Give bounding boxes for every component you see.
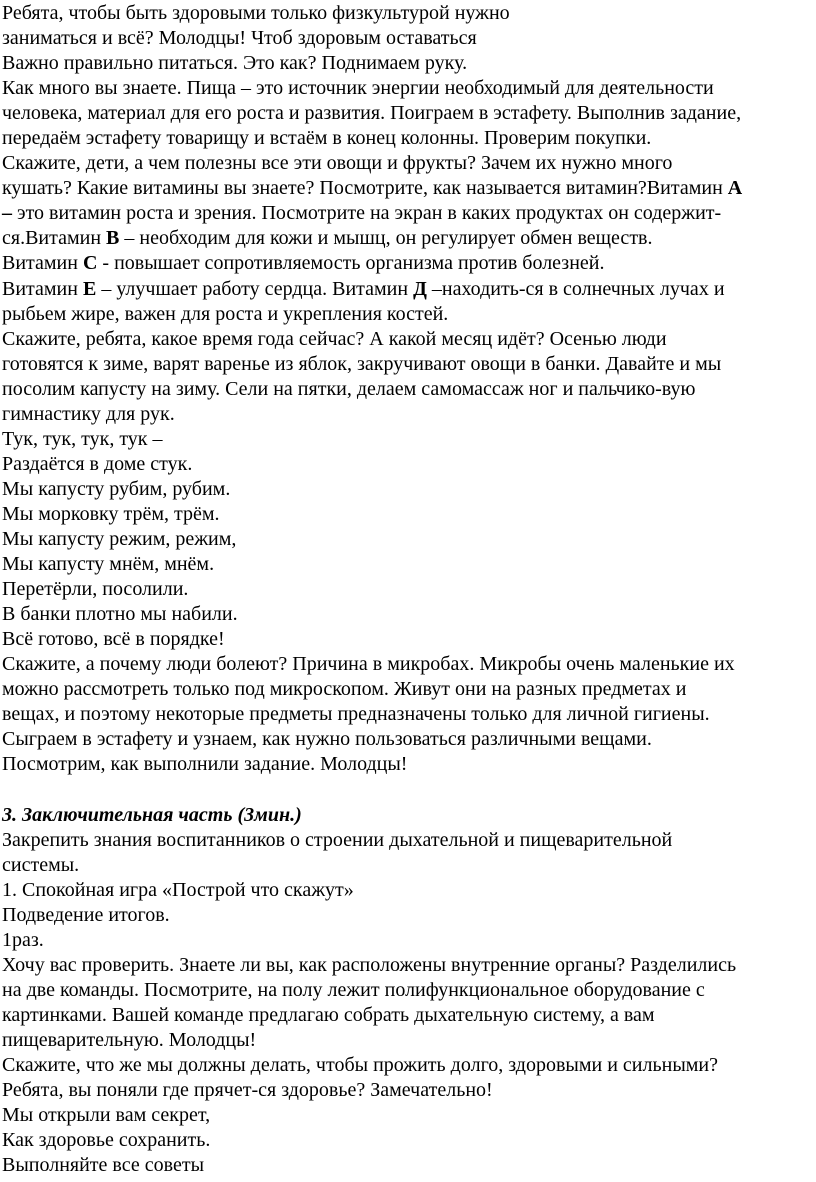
text-segment: можно рассмотреть только под микроскопом. Живут они на разных предметах и bbox=[2, 678, 687, 701]
text-segment: 1. Спокойная игра «Построй что скажут» bbox=[2, 878, 354, 901]
text-line bbox=[2, 953, 816, 978]
text-segment: заниматься и всё? Молодцы! Чтоб здоровым оставаться bbox=[2, 27, 477, 50]
text-segment: посолим капусту на зиму. Сели на пятки, делаем самомассаж ног и пальчико-вую bbox=[2, 377, 696, 400]
text-line bbox=[2, 1153, 816, 1178]
line-content bbox=[2, 427, 163, 452]
line-content bbox=[2, 803, 302, 828]
line-content bbox=[2, 502, 220, 527]
line-content bbox=[2, 903, 170, 928]
text-line bbox=[2, 251, 816, 276]
text-line bbox=[2, 527, 816, 552]
text-segment: Скажите, что же мы должны делать, чтобы прожить долго, здоровыми и сильными? bbox=[2, 1053, 718, 1076]
text-line bbox=[2, 101, 816, 126]
bold-text: – bbox=[2, 202, 12, 225]
line-content bbox=[2, 352, 721, 377]
line-content bbox=[2, 302, 448, 327]
line-content bbox=[2, 277, 725, 302]
text-segment: Мы капусту рубим, рубим. bbox=[2, 477, 231, 500]
text-segment: Как много вы знаете. Пища – это источник энергии необходимый для деятельности bbox=[2, 77, 714, 100]
bold-text: В bbox=[106, 227, 120, 250]
text-line bbox=[2, 853, 816, 878]
line-content bbox=[2, 878, 354, 903]
text-segment: картинками. Вашей команде предлагаю собрать дыхательную систему, а вам bbox=[2, 1003, 655, 1026]
bold-text: Д bbox=[413, 277, 427, 300]
text-line bbox=[2, 978, 816, 1003]
text-line bbox=[2, 878, 816, 903]
text-line bbox=[2, 151, 816, 176]
line-content bbox=[2, 51, 467, 76]
text-line bbox=[2, 552, 816, 577]
line-content bbox=[2, 978, 705, 1003]
text-line bbox=[2, 502, 816, 527]
text-line bbox=[2, 377, 816, 402]
text-line bbox=[2, 652, 816, 677]
line-content bbox=[2, 1128, 210, 1153]
line-content bbox=[2, 602, 238, 627]
text-segment: Как здоровье сохранить. bbox=[2, 1129, 211, 1152]
text-segment: Тук, тук, тук, тук – bbox=[2, 427, 163, 450]
line-content bbox=[2, 1, 510, 26]
line-content bbox=[2, 251, 604, 276]
line-content bbox=[2, 953, 736, 978]
text-line bbox=[2, 752, 816, 777]
text-segment: гимнастику для рук. bbox=[2, 402, 175, 425]
text-line bbox=[2, 727, 816, 752]
text-segment: Мы открыли вам секрет, bbox=[2, 1104, 211, 1127]
text-segment: кушать? Какие витамины вы знаете? Посмотрите, как называется витамин?Витамин bbox=[2, 177, 728, 200]
text-segment: готовятся к зиме, варят варенье из яблок, закручивают овощи в банки. Давайте и мы bbox=[2, 352, 722, 375]
text-line bbox=[2, 226, 816, 251]
section-heading bbox=[2, 803, 816, 828]
text-segment: Витамин bbox=[2, 277, 83, 300]
text-segment: Раздаётся в доме стук. bbox=[2, 452, 193, 475]
text-segment: Сыграем в эстафету и узнаем, как нужно пользоваться различными вещами. bbox=[2, 728, 652, 751]
text-segment: –находить-ся в солнечных лучах и bbox=[426, 277, 725, 300]
text-segment: - повышает сопротивляемость организма против болезней. bbox=[97, 252, 605, 275]
text-line bbox=[2, 577, 816, 602]
text-segment: – необходим для кожи и мышц, он регулирует обмен веществ. bbox=[119, 227, 653, 250]
text-line bbox=[2, 201, 816, 226]
text-line bbox=[2, 51, 816, 76]
line-content bbox=[2, 176, 742, 201]
text-segment: 3. Заключительная часть (3мин.) bbox=[2, 803, 302, 826]
text-segment: пищеварительную. Молодцы! bbox=[2, 1028, 257, 1051]
bold-text: С bbox=[82, 252, 98, 275]
text-segment: Ребята, чтобы быть здоровыми только физкультурой нужно bbox=[2, 2, 510, 24]
bold-text: Е bbox=[82, 277, 97, 300]
text-line bbox=[2, 1078, 816, 1103]
text-segment: Скажите, а почему люди болеют? Причина в микробах. Микробы очень маленькие их bbox=[2, 653, 735, 676]
blank-line bbox=[2, 777, 816, 802]
text-line bbox=[2, 176, 816, 201]
text-segment: Хочу вас проверить. Знаете ли вы, как расположены внутренние органы? Разделились bbox=[2, 953, 737, 976]
text-segment: Мы морковку трём, трём. bbox=[2, 502, 220, 525]
text-segment: Ребята, вы поняли где прячет-ся здоровье? Замечательно! bbox=[2, 1079, 493, 1102]
line-content bbox=[2, 828, 672, 853]
text-segment: вещах, и поэтому некоторые предметы предназначены только для личной гигиены. bbox=[2, 703, 710, 726]
text-segment: Закрепить знания воспитанников о строении дыхательной и пищеварительной bbox=[2, 828, 673, 851]
text-line bbox=[2, 1128, 816, 1153]
line-content bbox=[2, 151, 672, 176]
text-segment: это витамин роста и зрения. Посмотрите на экран в каких продуктах он содержит- bbox=[12, 202, 722, 225]
text-line bbox=[2, 126, 816, 151]
line-content bbox=[2, 727, 652, 752]
text-segment: Витамин bbox=[2, 252, 83, 275]
line-content bbox=[2, 627, 225, 652]
line-content bbox=[2, 1078, 493, 1103]
text-line bbox=[2, 1028, 816, 1053]
line-content bbox=[2, 652, 735, 677]
text-line bbox=[2, 828, 816, 853]
text-segment: Мы капусту режим, режим, bbox=[2, 527, 237, 550]
line-content bbox=[2, 327, 667, 352]
text-segment: 1раз. bbox=[2, 928, 44, 951]
line-content bbox=[2, 1103, 210, 1128]
line-content bbox=[2, 477, 230, 502]
line-content bbox=[2, 452, 192, 477]
text-segment: передаём эстафету товарищу и встаём в конец колонны. Проверим покупки. bbox=[2, 127, 652, 150]
line-content bbox=[2, 853, 79, 878]
line-content bbox=[2, 1028, 256, 1053]
text-line bbox=[2, 477, 816, 502]
text-segment: ся.Витамин bbox=[2, 227, 107, 250]
text-line bbox=[2, 26, 816, 51]
line-content bbox=[2, 1003, 655, 1028]
text-line bbox=[2, 677, 816, 702]
text-line bbox=[2, 277, 816, 302]
text-segment: Подведение итогов. bbox=[2, 903, 170, 926]
text-line bbox=[2, 76, 816, 101]
text-line bbox=[2, 1003, 816, 1028]
text-segment: Перетёрли, посолили. bbox=[2, 578, 189, 601]
text-line bbox=[2, 1053, 816, 1078]
text-segment: Скажите, дети, а чем полезны все эти овощи и фрукты? Зачем их нужно много bbox=[2, 152, 673, 175]
text-segment: В банки плотно мы набили. bbox=[2, 603, 238, 626]
line-content bbox=[2, 377, 695, 402]
line-content bbox=[2, 26, 477, 51]
line-content bbox=[2, 126, 651, 151]
text-line bbox=[2, 702, 816, 727]
line-content bbox=[2, 402, 175, 427]
text-segment: – улучшает работу сердца. Витамин bbox=[96, 277, 414, 300]
text-segment: Посмотрим, как выполнили задание. Молодцы! bbox=[2, 753, 408, 776]
line-content bbox=[2, 101, 741, 126]
line-content bbox=[2, 552, 214, 577]
text-line bbox=[2, 903, 816, 928]
text-line bbox=[2, 452, 816, 477]
text-line bbox=[2, 602, 816, 627]
text-line bbox=[2, 928, 816, 953]
text-segment: Мы капусту мнём, мнём. bbox=[2, 553, 215, 576]
text-segment: рыбьем жире, важен для роста и укрепления костей. bbox=[2, 302, 449, 325]
text-line bbox=[2, 402, 816, 427]
line-content bbox=[2, 752, 407, 777]
text-line bbox=[2, 1, 816, 26]
text-line bbox=[2, 352, 816, 377]
text-line bbox=[2, 302, 816, 327]
text-segment: Важно правильно питаться. Это как? Поднимаем руку. bbox=[2, 52, 468, 75]
line-content bbox=[2, 226, 653, 251]
text-segment: системы. bbox=[2, 853, 80, 876]
text-segment: на две команды. Посмотрите, на полу лежит полифункциональное оборудование с bbox=[2, 978, 705, 1001]
text-segment: Скажите, ребята, какое время года сейчас? А какой месяц идёт? Осенью люди bbox=[2, 327, 667, 350]
text-line bbox=[2, 1103, 816, 1128]
text-line bbox=[2, 327, 816, 352]
text-segment: Выполняйте все советы bbox=[2, 1154, 205, 1177]
line-content bbox=[2, 577, 188, 602]
line-content bbox=[2, 677, 687, 702]
line-content bbox=[2, 76, 714, 101]
document-page bbox=[2, 1, 816, 1178]
text-line bbox=[2, 427, 816, 452]
text-segment: Всё готово, всё в порядке! bbox=[2, 628, 225, 651]
line-content bbox=[2, 527, 236, 552]
line-content bbox=[2, 702, 710, 727]
line-content bbox=[2, 201, 721, 226]
line-content bbox=[2, 928, 44, 953]
line-content bbox=[2, 1153, 204, 1178]
text-line bbox=[2, 627, 816, 652]
bold-text: А bbox=[727, 177, 743, 200]
line-content bbox=[2, 1053, 718, 1078]
text-segment: человека, материал для его роста и развития. Поиграем в эстафету. Выполнив задание, bbox=[2, 102, 742, 125]
